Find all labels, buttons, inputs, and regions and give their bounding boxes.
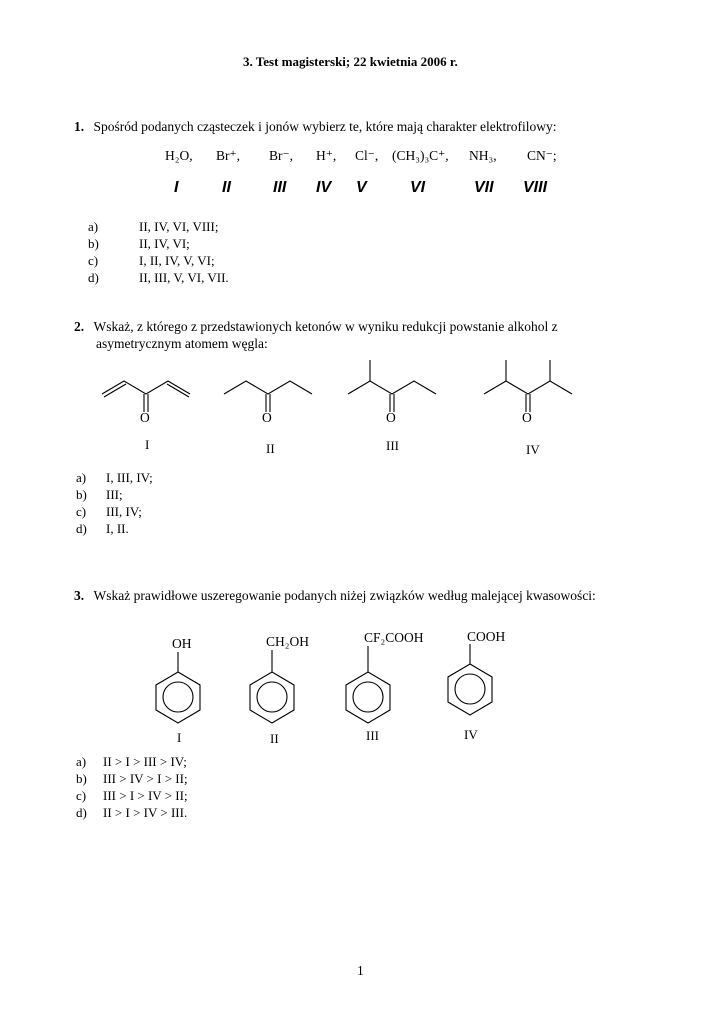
benzene-ring-3 [346, 646, 390, 723]
oxygen-atom: O [522, 410, 532, 425]
option-text: I, II. [106, 521, 129, 536]
question-text: Wskaż, z którego z przedstawionych ketonów w wyniku redukcji powstanie alkohol z [93, 319, 558, 334]
species-item: H⁺, [316, 148, 337, 163]
option-text: I, III, IV; [106, 470, 153, 485]
roman-label: VI [410, 179, 426, 196]
structure-label: II [266, 441, 275, 456]
option-text: II > I > IV > III. [103, 805, 188, 820]
roman-label: VIII [523, 179, 548, 196]
roman-label: V [356, 179, 367, 196]
structure-label: III [366, 728, 379, 743]
benzene-ring-4 [448, 644, 492, 715]
option-letter: a) [88, 219, 99, 234]
structure-label: I [145, 437, 150, 452]
option-text: II > I > III > IV; [103, 754, 187, 769]
species-item: H₂O, [165, 148, 193, 163]
option-letter: d) [76, 521, 87, 536]
option-text: III > IV > I > II; [103, 771, 188, 786]
substituent-label: CH₂OH [266, 634, 309, 649]
option-text: II, IV, VI; [139, 236, 190, 251]
question-text: Wskaż prawidłowe uszeregowanie podanych niżej związków według malejącej kwasowości: [93, 588, 596, 603]
species-item: NH₃, [469, 148, 497, 163]
question-number: 1. [74, 119, 85, 134]
question-number: 2. [74, 319, 85, 334]
option-letter: a) [76, 754, 87, 769]
option-text: I, II, IV, V, VI; [139, 253, 215, 268]
option-letter: c) [76, 504, 87, 519]
roman-label: III [273, 179, 287, 196]
option-text: III > I > IV > II; [103, 788, 188, 803]
oxygen-atom: O [140, 410, 150, 425]
structure-label: III [386, 438, 399, 453]
option-text: III; [106, 487, 123, 502]
option-letter: a) [76, 470, 87, 485]
species-item: Br⁻, [269, 148, 294, 163]
roman-label: II [222, 179, 231, 196]
species-item: Cl⁻, [355, 148, 379, 163]
structure-label: I [177, 730, 182, 745]
roman-label: I [174, 179, 179, 196]
question-number: 3. [74, 588, 85, 603]
option-text: II, IV, VI, VIII; [139, 219, 219, 234]
roman-label: VII [474, 179, 494, 196]
species-item: (CH₃)₃C⁺, [392, 148, 449, 163]
page-number: 1 [357, 963, 364, 978]
option-letter: b) [88, 236, 99, 251]
structure-label: IV [526, 442, 540, 457]
substituent-label: OH [172, 636, 192, 651]
option-letter: c) [88, 253, 99, 268]
structure-label: II [270, 731, 279, 746]
option-letter: d) [76, 805, 87, 820]
roman-label: IV [316, 179, 332, 196]
option-letter: b) [76, 771, 87, 786]
page-title: 3. Test magisterski; 22 kwietnia 2006 r. [243, 54, 458, 69]
oxygen-atom: O [262, 410, 272, 425]
oxygen-atom: O [386, 410, 396, 425]
question-text-line2: asymetrycznym atomem węgla: [96, 336, 268, 351]
option-text: II, III, V, VI, VII. [139, 270, 229, 285]
option-text: III, IV; [106, 504, 142, 519]
structure-label: IV [464, 727, 478, 742]
species-item: Br⁺, [216, 148, 241, 163]
option-letter: b) [76, 487, 87, 502]
option-letter: d) [88, 270, 99, 285]
substituent-label: COOH [467, 629, 506, 644]
question-text: Spośród podanych cząsteczek i jonów wybierz te, które mają charakter elektrofilowy: [93, 119, 557, 134]
substituent-label: CF₂COOH [364, 630, 424, 645]
option-letter: c) [76, 788, 87, 803]
benzene-ring-2 [250, 650, 294, 723]
benzene-ring-1 [156, 652, 200, 723]
species-item: CN⁻; [527, 148, 557, 163]
